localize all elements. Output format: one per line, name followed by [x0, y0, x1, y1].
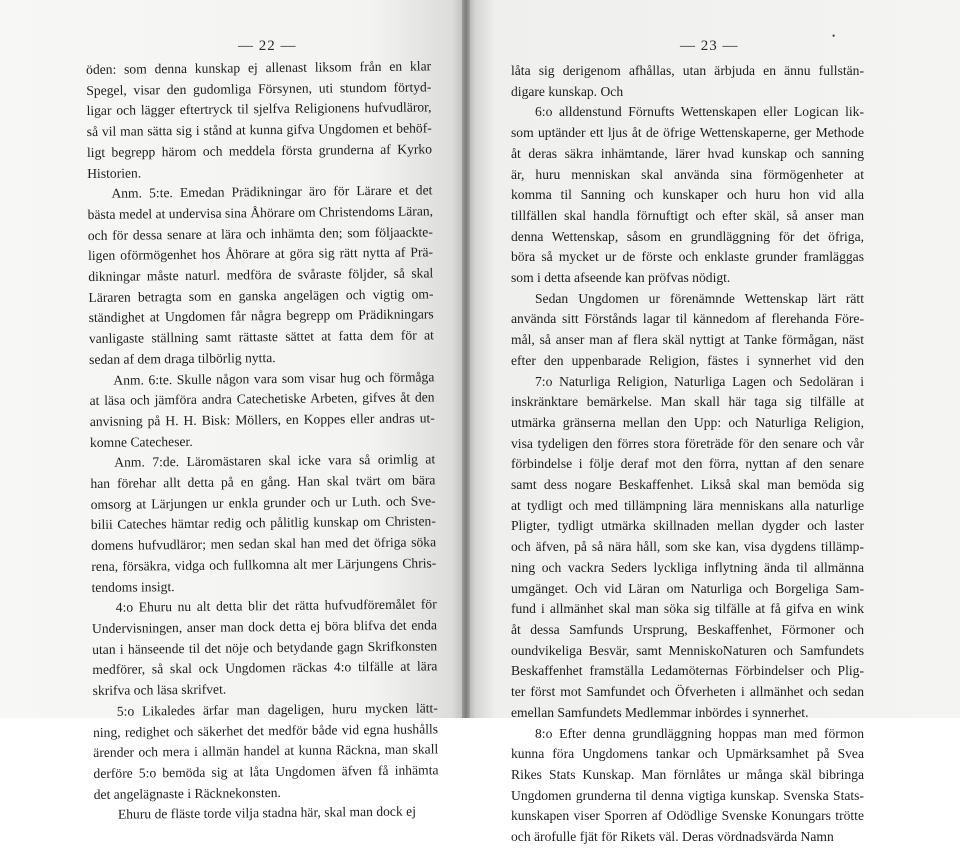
text-line: Sedan Ungdomen ur förenämnde Wettenskap lärt rätt — [535, 290, 864, 306]
text-line: rena, försäkra, vidga och fullkomna alt mer Lärjungens Chris- — [91, 555, 437, 574]
ink-mark: • — [832, 31, 836, 41]
text-line: Pligter, tydligt utmärka skillnaden mellan dygder och laster — [511, 518, 864, 534]
text-line: ning, redighet och säkerhet det medför både vid egna hushålls — [92, 720, 439, 740]
text-line: 4:o Ehuru nu alt detta blir det rätta hufvudföremålet för — [115, 596, 437, 615]
text-line: låta sig derigenom afhållas, utan ärbjuda en ännu fullstän- — [511, 63, 864, 78]
text-line: som i detta afseende kan pröfvas nödigt. — [511, 270, 731, 286]
text-line: utan i hänseende til det nöje och betydande gagn Skrifkonsten — [92, 638, 438, 657]
text-line: använda sitt Förstånds lagar til kännedom af flerehanda Före- — [511, 311, 864, 327]
text-line: åt dessa Samfunds Ursprung, Beskaffenhet, Förmoner och — [511, 621, 864, 637]
text-line: åt deras säkra inhämtande, lärer hvad kunskap och sanning — [511, 145, 864, 161]
text-line: anvisning på H. H. Bisk: Möllers, en Koppes eller andras ut- — [89, 410, 435, 429]
text-line: Ungdomen grunderna til denna vigtiga kunskap. Svenska Stats- — [511, 787, 864, 803]
text-line: tendoms insigt. — [91, 578, 175, 595]
text-line: ligen oförmögenhet hos Åhörare at göra sig rätt nytta af Prä- — [87, 244, 434, 264]
text-line: är, huru menniskan skal använda sina förmögenheter at — [511, 166, 864, 182]
text-line: emellan Samfundets Medlemmar inbördes i synnerhet. — [511, 704, 809, 720]
text-line: digare kunskap. Och — [511, 83, 624, 99]
text-line: Anm. 7:de. Läromästaren skal icke vara så orimlig at — [114, 451, 436, 471]
text-line: Spegel, visar den gudomliga Försynen, uti stundom förtyd- — [86, 79, 432, 98]
text-line: at tydligt och med tillämpning lära menniskans alla naturlige — [511, 497, 864, 513]
text-line: öden: som denna kunskap ej allenast liksom från en klar — [86, 58, 432, 77]
left-page-number: — 22 — — [238, 38, 297, 54]
text-line: komma til Sanning och kunskaper och huru hon vid alla — [511, 187, 864, 203]
text-line: utmärka gränserna mellan den Upp: och Naturliga Religion, — [511, 414, 864, 430]
text-line: omsorg at Lärjungen ur enkla grunder och ur Luth. och Sve- — [90, 493, 436, 512]
text-line: inskränktare bemärkelse. Man skall här taga sig tilfälle at — [511, 394, 864, 410]
text-line: Beskaffenhet framställa Ledamöternas Förbindelser och Plig- — [511, 663, 864, 679]
text-line: bästa medel at undervisa sina Åhörare om Christendoms Läran, — [87, 203, 434, 222]
text-line: Undervisningen, anser man dock detta ej böra blifva det enda — [91, 617, 438, 636]
text-line: sedan af dem draga tilbörlig nytta. — [89, 349, 276, 367]
text-line: ärender och mera i allmän handel at kunna Räckna, man skall — [93, 741, 439, 761]
book-gutter — [462, 0, 470, 718]
text-line: denna Wettenskap, såsom en grundläggning för det öfriga, — [511, 228, 864, 244]
text-line: dikningar måste naturl. medföra de svåraste följder, så skal — [88, 265, 434, 285]
text-line: oundvikeliga Besvär, samt MenniskoNaturen och Samfundets — [511, 642, 864, 658]
text-line: kunskapen viser Sporren af Odödlige Svenske Konungars trötte — [511, 808, 864, 824]
text-line: medförer, så skal ock Ungdomen räckas 4:o tilfälle at lära — [92, 658, 438, 678]
text-line: ligar och lägger eftertryck til sjelfva Religionens hufvudläror, — [86, 99, 432, 119]
text-line: tillfällen skal handla förnuftigt och efter skäl, så anser man — [511, 207, 864, 223]
text-line: fund i allmänhet skal man söka sig tilfälle at få gifva en wink — [511, 601, 864, 617]
text-line: som uptänder ett ljus åt de öfrige Wettenskaperne, ger Methode — [511, 125, 864, 141]
text-line: 8:o Efter denna grundläggning hoppas man med förmon — [535, 725, 864, 741]
text-line: och ärofulle fjät för Rikets väl. Deras vördnadsvärda Namn — [511, 829, 834, 845]
text-line: Historien. — [87, 164, 142, 181]
text-line: at läsa och jämföra andra Catechetiske Arbeten, gifves åt den — [89, 389, 435, 409]
text-line: domens hufvudläror; men sedan skal han med det öfriga söka — [91, 534, 437, 554]
text-line: ligt begrepp härom och meddela första grunderna af Kyrko — [86, 141, 433, 160]
text-line: ter först mot Samfundet och Öfverheten i allmänhet och sedan — [511, 684, 864, 700]
text-line: så vil man sätta sig i stånd at kunna gifva Ungdomen et behöf- — [86, 120, 432, 140]
right-page-text — [511, 61, 864, 848]
text-line: komne Catecheser. — [89, 433, 193, 450]
text-line: efter den uppenbarade Religion, fästes i synnerhet vid den — [511, 352, 864, 368]
text-line: det angelägnaste i Räcknekonsten. — [93, 784, 281, 802]
text-line: Läraren betragta som en ganska angelägen och vigtig om- — [88, 286, 434, 305]
text-line: bilii Cateches hämtar redig och pålitlig kunskap om Christen- — [90, 513, 436, 533]
text-line: ning och vackra Seders lyckliga inflytning ända til allmänna — [511, 559, 864, 575]
text-line: samt dess nogare Beskaffenhet. Likså skal man bemöda sig — [511, 477, 864, 493]
text-line: förbindelse i följe deraf mot den förra, nyttan af den senare — [511, 456, 864, 472]
text-line: derföre 5:o bemöda sig at låta Ungdomen äfven få inhämta — [93, 762, 439, 781]
text-line: umgänget. Och vid Läran om Naturliga och Borgeliga Sam- — [511, 580, 864, 596]
text-line: Ehuru de fläste torde vilja stadna här, skal man dock ej — [117, 803, 417, 823]
text-line: Rikes Stats Kunskap. Man förnlåtes ur många skäl bibringa — [511, 766, 864, 782]
text-line: 6:o alldenstund Förnufts Wettenskapen eller Logican lik- — [535, 104, 864, 120]
text-line: vanligaste ställning samt rättaste sättet at fatta dem för at — [88, 327, 434, 347]
text-line: kunna föra Ungdomens tankar och Upmärksamhet på Svea — [511, 746, 864, 762]
right-page-number: — 23 — — [680, 38, 739, 54]
text-line: och äfven, på så nära håll, som ske kan, visa dygdens tillämp- — [511, 539, 864, 555]
text-line: skrifva och läsa skrifvet. — [92, 681, 227, 699]
text-line: 5:o Likaledes ärfar man dageligen, huru mycken lätt- — [116, 700, 438, 719]
text-line: han förehar allt detta på en gång. Han skal tvärt om bära — [90, 472, 436, 492]
text-line: Anm. 6:te. Skulle någon vara som visar hug och förmåga — [113, 368, 435, 388]
text-line: mål, så anser man af flera skäl nyttigt at Tanke förmågan, näst — [511, 332, 864, 348]
text-line: Anm. 5:te. Emedan Prädikningar äro för Lärare et det — [111, 182, 433, 201]
left-page-text — [86, 56, 439, 826]
text-line: och för dessa senare at lära och inhämta den; som följaackte- — [87, 224, 433, 243]
text-line: böra så mycket ur de förste och enklaste grunder framläggas — [511, 249, 864, 265]
text-line: 7:o Naturliga Religion, Naturliga Lagen och Sedoläran i — [535, 373, 864, 389]
text-line: visa tydeligen den förres stora företräde för den senare och vår — [511, 435, 864, 451]
text-line: ständighet at Ungdomen får några begrepp om Prädikningars — [88, 306, 434, 326]
